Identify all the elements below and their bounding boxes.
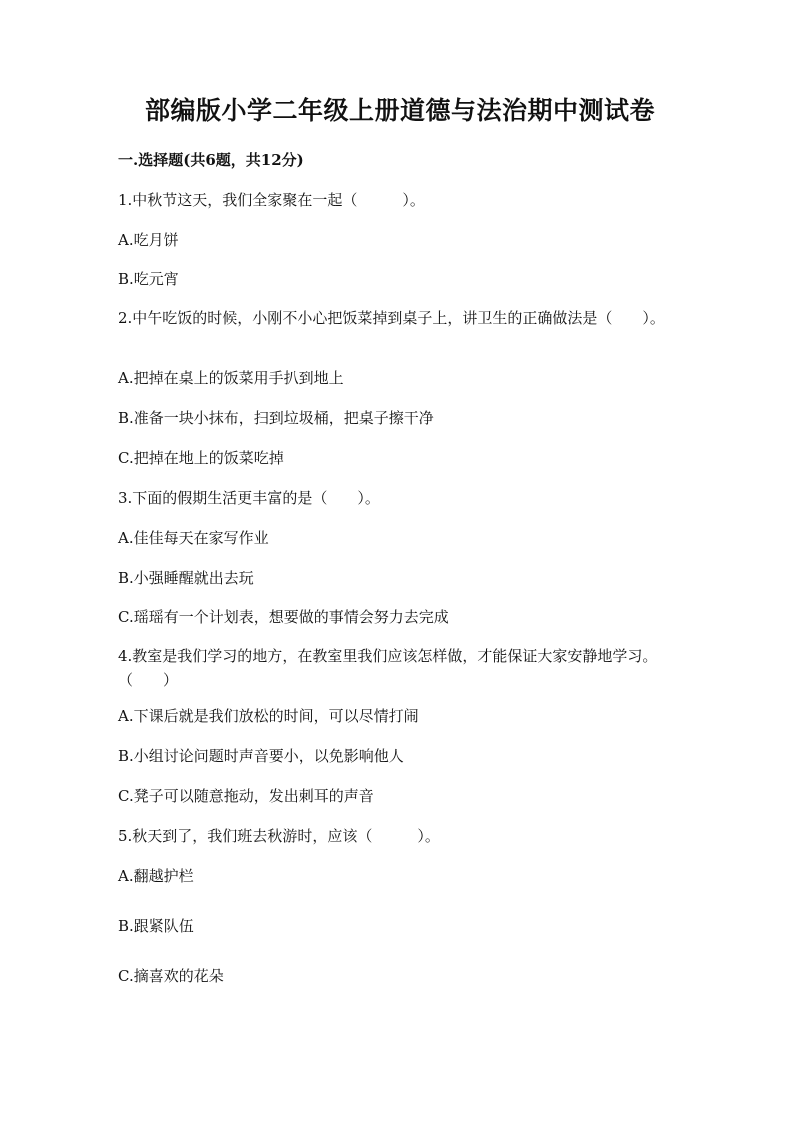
question-1-text: 1.中秋节这天，我们全家聚在一起（ ）。 xyxy=(118,191,425,209)
question-5-option-a: A.翻越护栏 xyxy=(118,867,194,885)
question-5-option-b: B.跟紧队伍 xyxy=(118,917,194,935)
question-2-text: 2.中午吃饭的时候，小刚不小心把饭菜掉到桌子上，讲卫生的正确做法是（ ）。 xyxy=(118,309,665,327)
question-1-option-b: B.吃元宵 xyxy=(118,270,179,288)
question-3-option-a: A.佳佳每天在家写作业 xyxy=(118,529,269,547)
question-5-option-c: C.摘喜欢的花朵 xyxy=(118,967,224,985)
question-2-option-c: C.把掉在地上的饭菜吃掉 xyxy=(118,449,284,467)
question-4-option-b: B.小组讨论问题时声音要小，以免影响他人 xyxy=(118,747,404,765)
question-2-option-b: B.准备一块小抹布，扫到垃圾桶，把桌子擦干净 xyxy=(118,409,434,427)
question-4-option-c: C.凳子可以随意拖动，发出刺耳的声音 xyxy=(118,787,374,805)
question-1-option-a: A.吃月饼 xyxy=(118,231,179,249)
question-5-text: 5.秋天到了，我们班去秋游时，应该（ ）。 xyxy=(118,827,440,845)
section-header: 一.选择题(共6题，共12分) xyxy=(118,151,304,169)
question-3-option-c: C.瑶瑶有一个计划表，想要做的事情会努力去完成 xyxy=(118,608,449,626)
question-2-option-a: A.把掉在桌上的饭菜用手扒到地上 xyxy=(118,369,344,387)
question-3-option-b: B.小强睡醒就出去玩 xyxy=(118,569,254,587)
question-3-text: 3.下面的假期生活更丰富的是（ ）。 xyxy=(118,489,380,507)
question-4-text: 4.教室是我们学习的地方，在教室里我们应该怎样做，才能保证大家安静地学习。（ ） xyxy=(118,647,658,689)
question-4-option-a: A.下课后就是我们放松的时间，可以尽情打闹 xyxy=(118,707,419,725)
page-title: 部编版小学二年级上册道德与法治期中测试卷 xyxy=(144,96,655,125)
